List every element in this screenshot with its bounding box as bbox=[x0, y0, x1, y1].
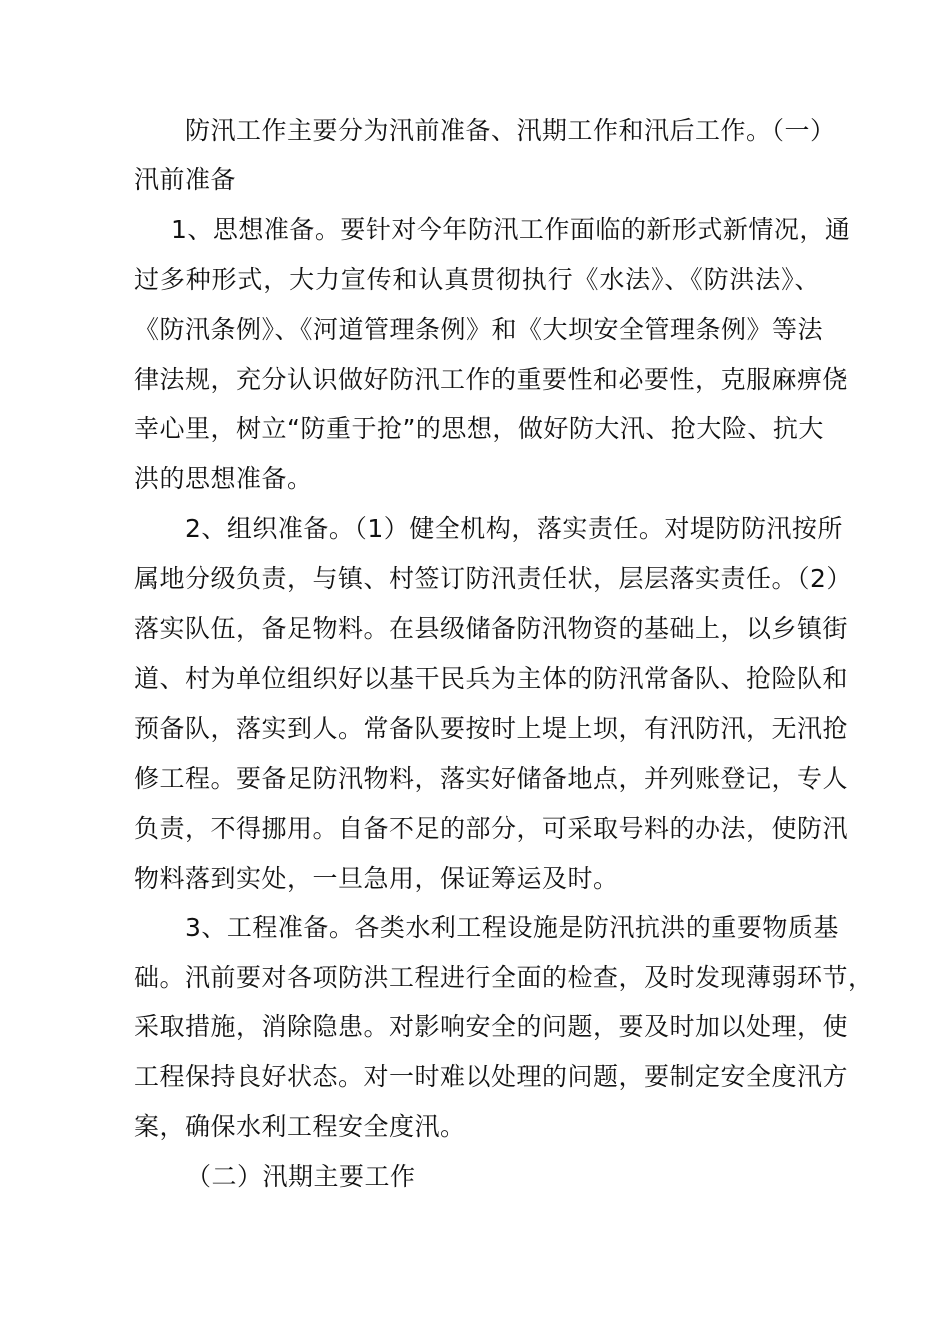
paragraph-2-line-7: 负责，不得挪用。自备不足的部分，可采取号料的办法，使防汛 bbox=[134, 814, 849, 843]
paragraph-1-line-4: 律法规，充分认识做好防汛工作的重要性和必要性，克服麻痹侥 bbox=[134, 365, 849, 394]
paragraph-2-line-5: 预备队，落实到人。常备队要按时上堤上坝，有汛防汛，无汛抢 bbox=[134, 714, 849, 743]
paragraph-3-line-2: 础。汛前要对各项防洪工程进行全面的检查，及时发现薄弱环节， bbox=[134, 963, 874, 992]
paragraph-1-line-6: 洪的思想准备。 bbox=[134, 464, 313, 493]
paragraph-3-line-3: 采取措施，消除隐患。对影响安全的问题，要及时加以处理，使 bbox=[134, 1012, 849, 1041]
paragraph-2-line-2: 属地分级负责，与镇、村签订防汛责任状，层层落实责任。（2） bbox=[134, 564, 852, 593]
paragraph-2-line-3: 落实队伍，备足物料。在县级储备防汛物资的基础上，以乡镇街 bbox=[134, 614, 849, 643]
section-heading-2: （二）汛期主要工作 bbox=[186, 1162, 416, 1191]
paragraph-1-line-5: 幸心里，树立“防重于抢”的思想，做好防大汛、抢大险、抗大 bbox=[134, 414, 824, 443]
paragraph-intro-line-2: 汛前准备 bbox=[134, 165, 237, 194]
paragraph-1-line-3: 《防汛条例》、《河道管理条例》和《大坝安全管理条例》等法 bbox=[134, 315, 824, 344]
paragraph-intro-line-1: 防汛工作主要分为汛前准备、汛期工作和汛后工作。（一） bbox=[185, 116, 836, 145]
paragraph-2-line-6: 修工程。要备足防汛物料，落实好储备地点，并列账登记，专人 bbox=[134, 764, 849, 793]
paragraph-2-line-8: 物料落到实处，一旦急用，保证筹运及时。 bbox=[134, 864, 619, 893]
paragraph-3-line-1: 3、工程准备。各类水利工程设施是防汛抗洪的重要物质基 bbox=[185, 913, 839, 942]
paragraph-3-line-4: 工程保持良好状态。对一时难以处理的问题，要制定安全度汛方 bbox=[134, 1062, 849, 1091]
paragraph-2-line-4: 道、村为单位组织好以基干民兵为主体的防汛常备队、抢险队和 bbox=[134, 664, 849, 693]
paragraph-3-line-5: 案，确保水利工程安全度汛。 bbox=[134, 1112, 466, 1141]
paragraph-2-line-1: 2、组织准备。（1）健全机构，落实责任。对堤防防汛按所 bbox=[185, 514, 843, 543]
paragraph-1-line-2: 过多种形式，大力宣传和认真贯彻执行《水法》、《防洪法》、 bbox=[134, 265, 820, 294]
paragraph-1-line-1: 1、思想准备。要针对今年防汛工作面临的新形式新情况，通 bbox=[171, 215, 851, 244]
